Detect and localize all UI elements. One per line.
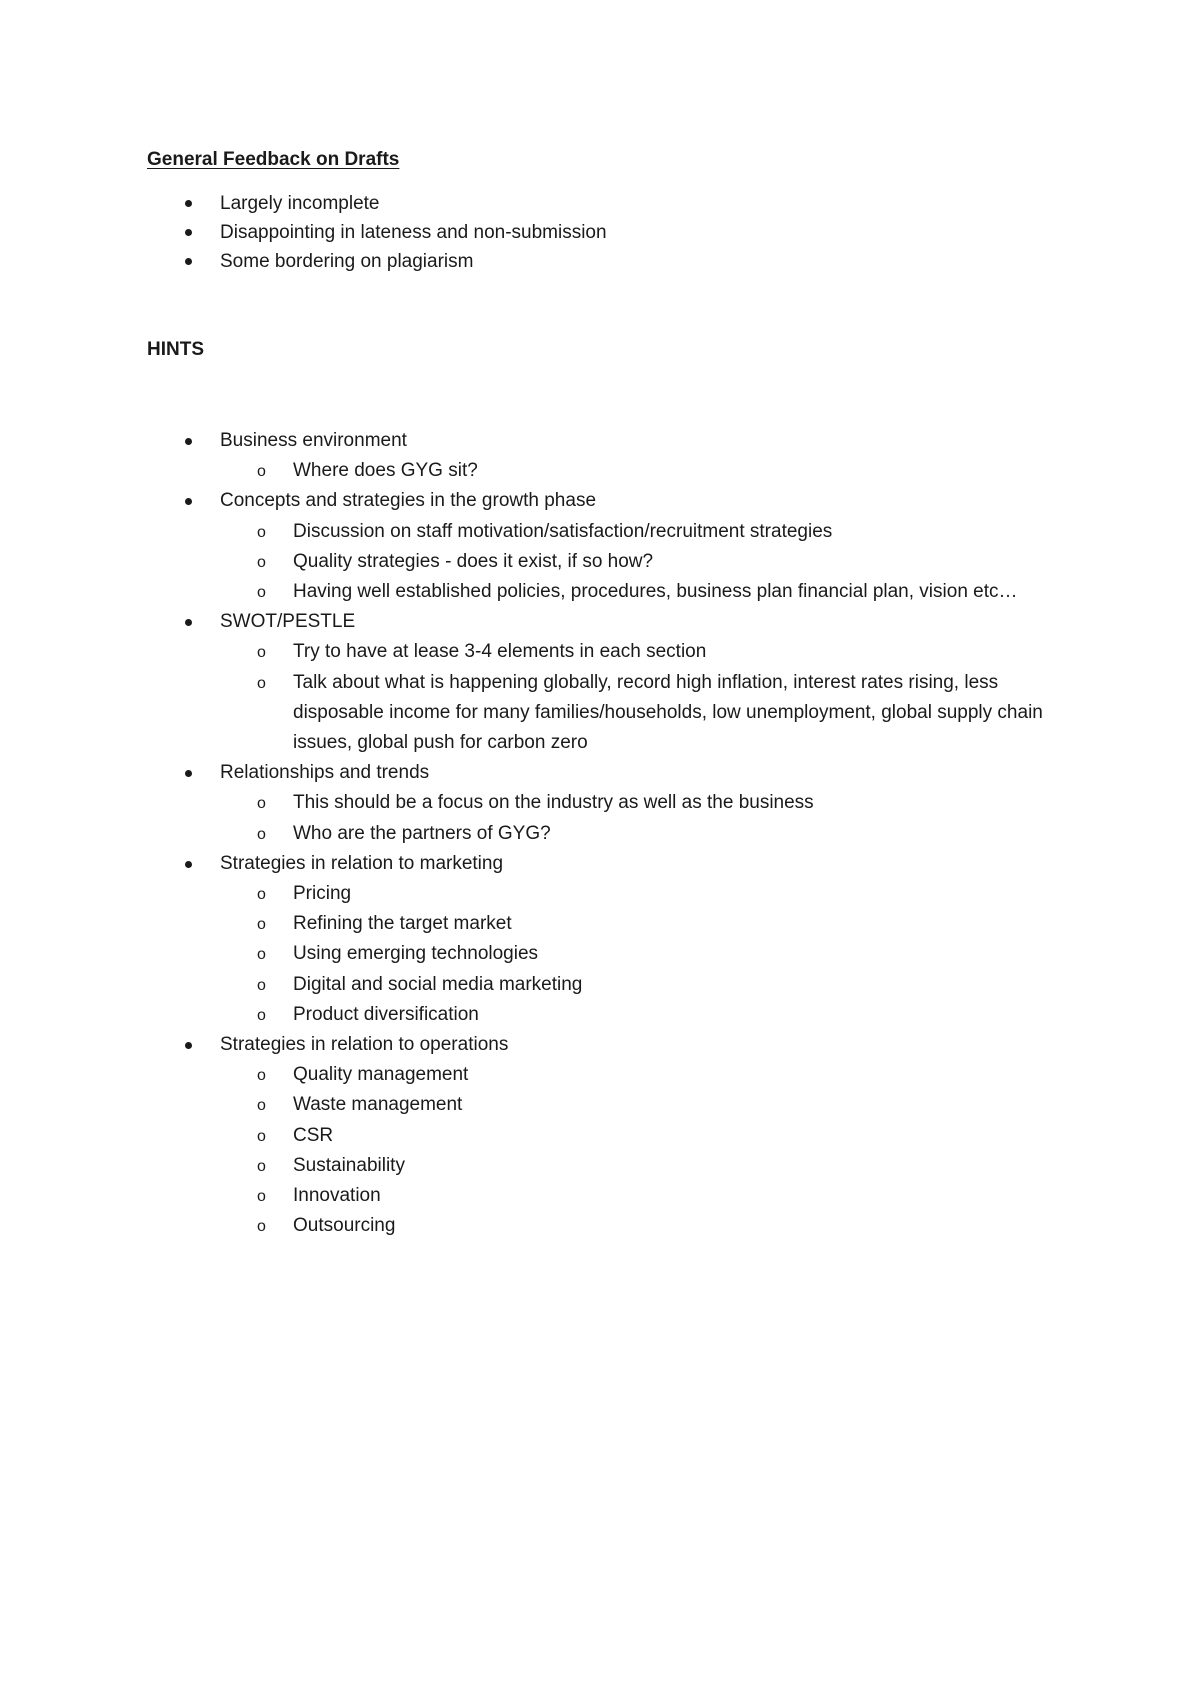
- hint-section-operations: [147, 1030, 1087, 1060]
- hint-sub-item: [147, 1181, 1087, 1211]
- hint-section-label: Relationships and trends: [220, 762, 430, 784]
- hint-sub-item-text: Where does GYG sit?: [293, 460, 478, 482]
- sub-bullet-icon: o: [257, 916, 266, 934]
- hint-sub-item: [147, 1000, 1087, 1030]
- hint-sub-item: [147, 939, 1087, 969]
- hint-sub-item: [147, 1060, 1087, 1090]
- hint-sub-item-text: Waste management: [293, 1094, 463, 1116]
- hint-sub-item: [147, 909, 1087, 939]
- bullet-icon: [185, 861, 192, 868]
- sub-bullet-icon: o: [257, 825, 266, 843]
- hint-sub-item-text: Discussion on staff motivation/satisfaction/recruitment strategies: [293, 520, 833, 542]
- hint-sub-item-text: Pricing: [293, 883, 352, 905]
- hint-sub-item: [147, 547, 1087, 577]
- document-content: [147, 145, 1087, 1241]
- hint-section-business-environment: [147, 426, 1087, 456]
- hint-sub-item-text: Digital and social media marketing: [293, 973, 583, 995]
- hints-section: [147, 335, 1087, 1241]
- bullet-icon: [185, 770, 192, 777]
- feedback-heading: General Feedback on Drafts: [147, 149, 400, 170]
- sub-bullet-icon: o: [257, 644, 266, 662]
- hint-sub-item: [147, 819, 1087, 849]
- hint-section-growth-phase: [147, 486, 1087, 516]
- hint-sub-item: [147, 668, 1087, 759]
- sub-bullet-icon: o: [257, 1127, 266, 1145]
- sub-bullet-icon: o: [257, 1006, 266, 1024]
- hint-sub-item: [147, 637, 1087, 667]
- hint-sub-item-text: Who are the partners of GYG?: [293, 822, 551, 844]
- bullet-icon: [185, 258, 192, 265]
- hint-section-label: Strategies in relation to operations: [220, 1034, 509, 1056]
- sub-bullet-icon: o: [257, 946, 266, 964]
- hint-sub-item-text: Using emerging technologies: [293, 943, 539, 965]
- sub-bullet-icon: o: [257, 1097, 266, 1115]
- hints-list: [147, 426, 1087, 1241]
- feedback-item-text: Largely incomplete: [220, 193, 380, 214]
- feedback-item-text: Disappointing in lateness and non-submission: [220, 222, 607, 243]
- hint-section-label: SWOT/PESTLE: [220, 611, 356, 633]
- hint-sub-item: [147, 1121, 1087, 1151]
- bullet-icon: [185, 619, 192, 626]
- hint-sub-item-text: CSR: [293, 1124, 334, 1146]
- feedback-item-text: Some bordering on plagiarism: [220, 251, 474, 272]
- sub-bullet-icon: o: [257, 674, 266, 692]
- sub-bullet-icon: o: [257, 584, 266, 602]
- hint-sub-item: [147, 1211, 1087, 1241]
- hint-sub-item-text: Having well established policies, procedures, business plan financial plan, vision etc…: [293, 581, 1018, 603]
- hint-section-swot-pestle: [147, 607, 1087, 637]
- sub-bullet-icon: o: [257, 463, 266, 481]
- hint-section-relationships-trends: [147, 758, 1087, 788]
- hint-sub-item-text: Talk about what is happening globally, record high inflation, interest rates rising, less disposable income for many families/households, low unemployment, global supply chain issues, global push for carbon zero: [293, 671, 1043, 754]
- feedback-list: [147, 189, 1087, 276]
- hint-sub-item-text: Try to have at lease 3-4 elements in each section: [293, 641, 707, 663]
- hint-sub-item: [147, 517, 1087, 547]
- sub-bullet-icon: o: [257, 976, 266, 994]
- hint-sub-item-text: This should be a focus on the industry as well as the business: [293, 792, 814, 814]
- feedback-item: [147, 218, 1087, 247]
- sub-bullet-icon: o: [257, 886, 266, 904]
- hint-sub-item-text: Sustainability: [293, 1154, 405, 1176]
- bullet-icon: [185, 229, 192, 236]
- hint-sub-item: [147, 1090, 1087, 1120]
- hint-section-label: Concepts and strategies in the growth phase: [220, 490, 597, 512]
- hint-section-label: Business environment: [220, 430, 407, 451]
- bullet-icon: [185, 1042, 192, 1049]
- hint-section-label: Strategies in relation to marketing: [220, 852, 504, 874]
- hint-sub-item-text: Innovation: [293, 1185, 381, 1207]
- feedback-item: [147, 189, 1087, 218]
- hint-sub-item-text: Outsourcing: [293, 1215, 396, 1237]
- hint-sub-item: [147, 1151, 1087, 1181]
- bullet-icon: [185, 498, 192, 505]
- hints-heading: HINTS: [147, 339, 204, 360]
- sub-bullet-icon: o: [257, 553, 266, 571]
- hint-sub-item: [147, 879, 1087, 909]
- hint-sub-item: [147, 788, 1087, 818]
- feedback-item: [147, 247, 1087, 276]
- hint-section-marketing: [147, 849, 1087, 879]
- sub-bullet-icon: o: [257, 795, 266, 813]
- hint-sub-item-text: Quality management: [293, 1064, 469, 1086]
- sub-bullet-icon: o: [257, 1188, 266, 1206]
- hint-sub-item: [147, 456, 1087, 486]
- hint-sub-item: [147, 970, 1087, 1000]
- sub-bullet-icon: o: [257, 1067, 266, 1085]
- bullet-icon: [185, 200, 192, 207]
- bullet-icon: [185, 438, 192, 445]
- hint-sub-item-text: Quality strategies - does it exist, if so how?: [293, 550, 654, 572]
- hint-sub-item-text: Refining the target market: [293, 913, 512, 935]
- sub-bullet-icon: o: [257, 1218, 266, 1236]
- sub-bullet-icon: o: [257, 523, 266, 541]
- hint-sub-item-text: Product diversification: [293, 1003, 479, 1025]
- sub-bullet-icon: o: [257, 1157, 266, 1175]
- hint-sub-item: [147, 577, 1087, 607]
